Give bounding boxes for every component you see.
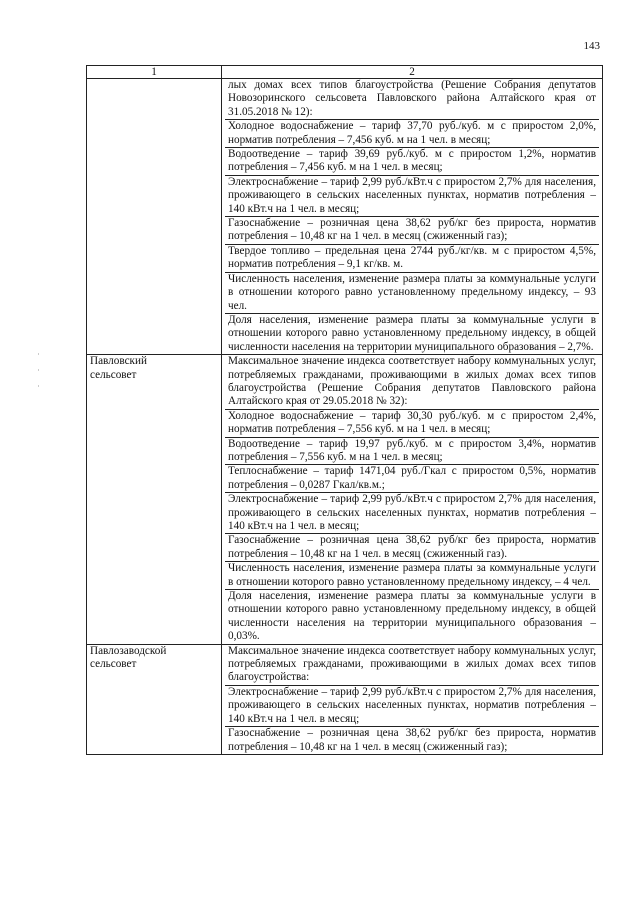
paragraph: Газоснабжение – розничная цена 38,62 руб/кг без прироста, норматив потребления – 10,48 кг на 1 чел. в месяц (сжиженный газ);: [225, 217, 599, 245]
paragraph: Газоснабжение – розничная цена 38,62 руб/кг без прироста, норматив потребления – 10,48 кг на 1 чел. в месяц (сжиженный газ).: [225, 534, 599, 562]
paragraph: лых домах всех типов благоустройства (Решение Собрания депутатов Новозоринского сельсовета Павловского района Алтайского края от 31.05.2018 № 12):: [228, 79, 596, 118]
paragraph: Газоснабжение – розничная цена 38,62 руб/кг без прироста, норматив потребления – 10,48 кг на 1 чел. в месяц (сжиженный газ);: [228, 727, 596, 753]
table-header-row: [87, 66, 603, 79]
paragraph: Численность населения, изменение размера платы за коммунальные услуги в отношении которого равно установленному предельному индексу, – 93 чел.: [225, 273, 599, 314]
paragraph: Электроснабжение – тариф 2,99 руб./кВт.ч с приростом 2,7% для населения, проживающего в сельских населенных пунктах, норматив потребления – 140 кВт.ч на 1 чел. в месяц;: [225, 176, 599, 217]
column-header-1: 1: [87, 66, 222, 79]
paragraph: Водоотведение – тариф 39,69 руб./куб. м с приростом 1,2%, норматив потребления – 7,456 куб. м на 1 чел. в месяц;: [225, 148, 599, 176]
paragraph: Электроснабжение – тариф 2,99 руб./кВт.ч с приростом 2,7% для населения, проживающего в сельских населенных пунктах, норматив потребления – 140 кВт.ч на 1 чел. в месяц;: [225, 685, 599, 727]
description-cell: [222, 355, 603, 645]
paragraph: Теплоснабжение – тариф 1471,04 руб./Гкал с приростом 0,5%, норматив потребления – 0,0287 Гкал/кв.м.;: [225, 465, 599, 493]
paragraph: Твердое топливо – предельная цена 2744 руб./кг/кв. м с приростом 4,5%, норматив потребления – 9,1 кг/кв. м.: [225, 245, 599, 273]
column-header-2: 2: [222, 66, 603, 79]
table-row: [87, 644, 603, 754]
region-cell: [87, 644, 222, 754]
page-number: 143: [583, 40, 600, 52]
paragraph: Водоотведение – тариф 19,97 руб./куб. м с приростом 3,4%, норматив потребления – 7,556 куб. м на 1 чел. в месяц;: [225, 438, 599, 466]
paragraph: Максимальное значение индекса соответствует набору коммунальных услуг, потребляемых гражданами, проживающими в жилых домах всех типов благоустройства:: [228, 644, 596, 684]
paragraph: Доля населения, изменение размера платы за коммунальные услуги в отношении которого равно установленному предельному индексу, в общей численности населения на территории муниципального образования – 0,03%.: [228, 590, 596, 643]
paragraph: Холодное водоснабжение – тариф 37,70 руб./куб. м с приростом 2,0%, норматив потребления – 7,456 куб. м на 1 чел. в месяц;: [225, 119, 599, 148]
paragraph: Численность населения, изменение размера платы за коммунальные услуги в отношении которого равно установленному предельному индексу, – 4 чел.: [225, 562, 599, 590]
table-row: [87, 79, 603, 355]
scan-mark: [38, 350, 39, 390]
region-cell: [87, 79, 222, 355]
paragraph: Максимальное значение индекса соответствует набору коммунальных услуг, потребляемых гражданами, проживающими в жилых домах всех типов благоустройства (Решение Собрания депутатов Павловского района Алтайского края от 29.05.2018 № 32):: [228, 355, 596, 408]
description-cell: [222, 79, 603, 355]
region-name: Павловский сельсовет: [90, 355, 147, 381]
paragraph: Электроснабжение – тариф 2,99 руб./кВт.ч с приростом 2,7% для населения, проживающего в сельских населенных пунктах, норматив потребления – 140 кВт.ч на 1 чел. в месяц;: [225, 493, 599, 534]
region-cell: [87, 355, 222, 645]
description-cell: [222, 644, 603, 754]
paragraph: Холодное водоснабжение – тариф 30,30 руб./куб. м с приростом 2,4%, норматив потребления – 7,556 куб. м на 1 чел. в месяц;: [225, 409, 599, 438]
tariff-table: [86, 65, 603, 755]
table-row: [87, 355, 603, 645]
paragraph: Доля населения, изменение размера платы за коммунальные услуги в отношении которого равно установленному предельному индексу, в общей численности населения на территории муниципального образования – 2,7%.: [228, 313, 596, 353]
region-name: Павлозаводской сельсовет: [90, 644, 167, 671]
